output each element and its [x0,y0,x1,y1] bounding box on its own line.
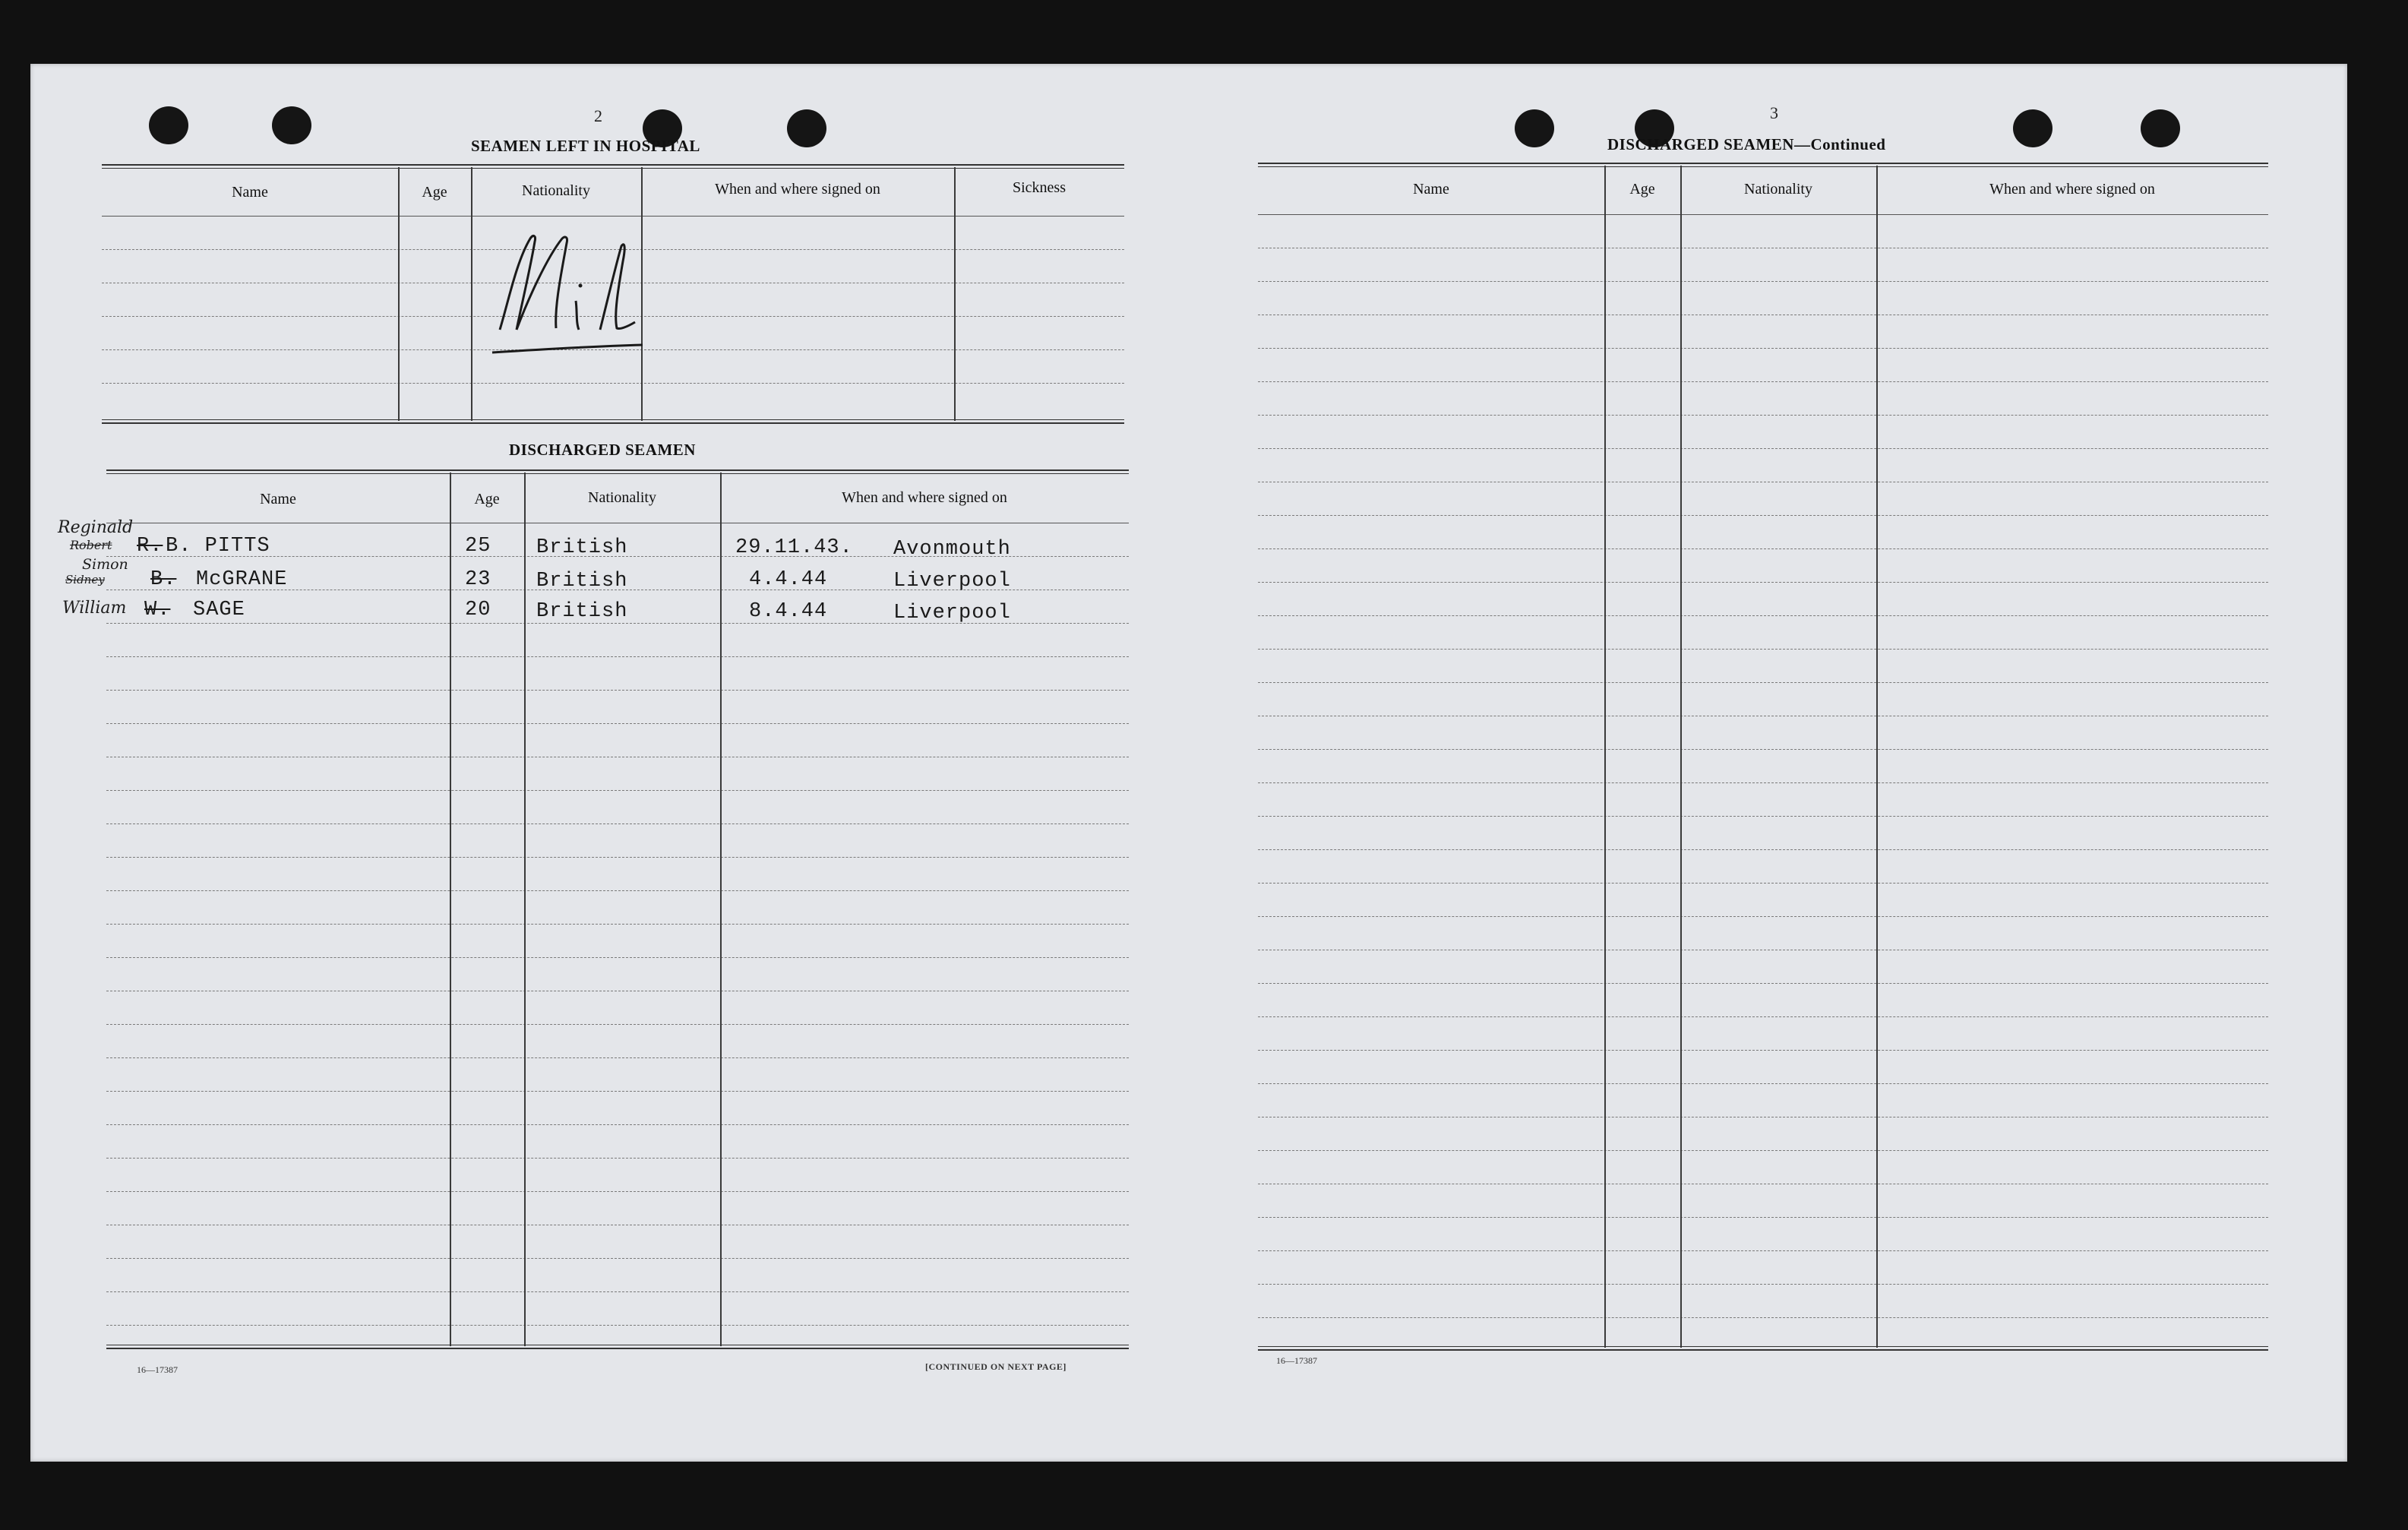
title-suffix: —Continued [1793,135,1886,153]
punch-hole [1515,109,1554,147]
seaman-age: 20 [465,599,491,621]
struck-first-name: Robert [70,538,112,552]
hospital-col-age: Age [422,184,447,201]
punch-hole [787,109,826,147]
hospital-col-nationality: Nationality [522,182,590,199]
seaman-nationality: British [536,536,628,559]
struck-first-name: Sidney [65,573,105,586]
seaman-name: B. PITTS [166,535,270,558]
punch-hole [2013,109,2052,147]
discharged-section-title: DISCHARGED SEAMEN [509,441,696,459]
seaman-nationality: British [536,570,628,593]
title-main: DISCHARGED SEAMEN [1607,135,1794,153]
handwritten-first-name: Reginald [58,518,134,537]
discharged-col-age: Age [474,491,500,507]
discharged-col-signed-on: When and where signed on [842,489,1007,506]
document-sheet [30,64,2347,1462]
discharged-continued-table [1258,163,2268,1363]
form-number: 16—17387 [137,1364,178,1375]
signed-on-place: Liverpool [893,570,1011,593]
discharged-col-nationality: Nationality [588,489,656,506]
seaman-nationality: British [536,600,628,623]
hospital-section-title: SEAMEN LEFT IN HOSPITAL [471,137,700,155]
signed-on-place: Avonmouth [893,538,1011,561]
struck-initial: B. [150,568,177,591]
seaman-age: 25 [465,535,491,558]
continued-note: [CONTINUED ON NEXT PAGE] [925,1361,1067,1372]
nil-handwriting [486,216,653,368]
handwritten-first-name: William [62,599,127,618]
seaman-age: 23 [465,568,491,591]
punch-hole [149,106,188,144]
handwritten-first-name: Simon [82,556,128,573]
continued-col-name: Name [1413,181,1449,198]
signed-on-date: 4.4.44 [749,568,828,591]
punch-hole [2141,109,2180,147]
page-number: 2 [594,106,602,125]
signed-on-place: Liverpool [893,602,1011,624]
struck-initial: R. [137,535,163,558]
signed-on-date: 29.11.43. [735,536,853,559]
hospital-col-sickness: Sickness [1013,179,1066,196]
seaman-name: SAGE [193,599,245,621]
continued-col-age: Age [1629,181,1655,198]
form-number: 16—17387 [1276,1355,1317,1366]
hospital-col-signed-on: When and where signed on [715,181,880,198]
continued-col-nationality: Nationality [1744,181,1812,198]
continued-section-title [1607,135,1885,154]
page-right [1185,64,2347,1462]
continued-col-signed-on: When and where signed on [1989,181,2155,198]
hospital-col-name: Name [232,184,268,201]
signed-on-date: 8.4.44 [749,600,828,623]
punch-hole [272,106,311,144]
discharged-col-name: Name [260,491,296,507]
page-left [30,64,1185,1462]
seaman-name: McGRANE [196,568,288,591]
page-number: 3 [1770,103,1778,122]
struck-initial: W. [144,599,171,621]
